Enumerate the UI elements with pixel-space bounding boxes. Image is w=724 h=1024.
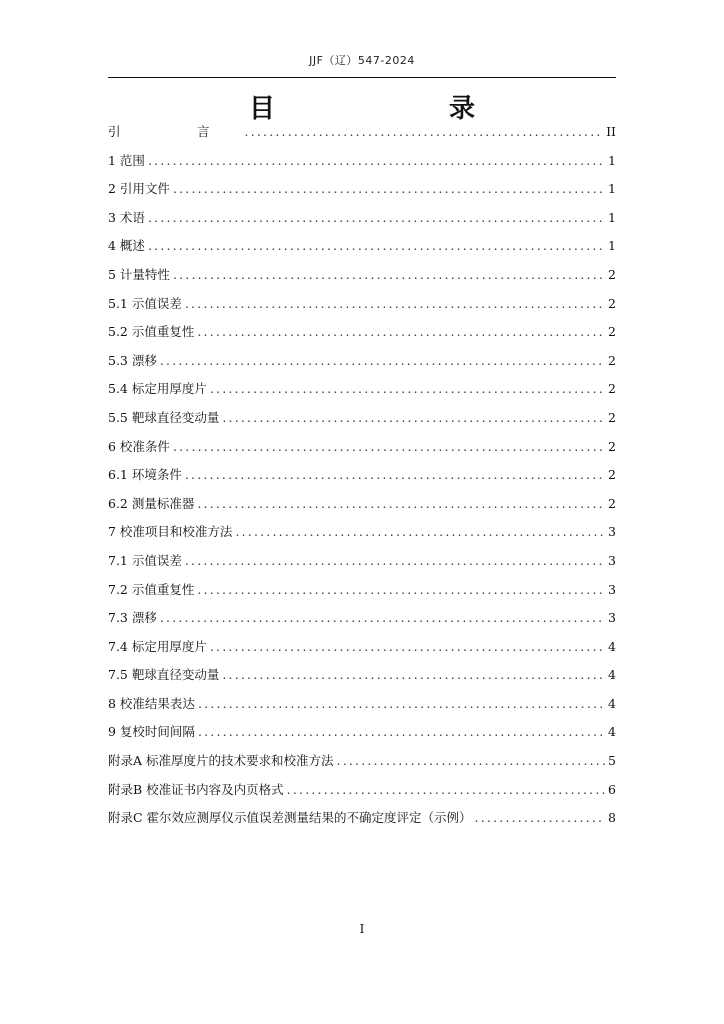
toc-entry-label: 6.2 测量标准器 — [108, 495, 195, 511]
toc-entry-label: 引 言 — [108, 124, 242, 139]
toc-entry-label: 8 校准结果表达 — [108, 695, 195, 711]
toc-entry-page: 2 — [608, 352, 616, 368]
header-divider — [108, 77, 616, 78]
toc-entry-label: 6.1 环境条件 — [108, 467, 182, 483]
toc-entry-label: 5.5 靶球直径变动量 — [108, 409, 220, 425]
toc-leader-dots — [148, 147, 605, 176]
toc-entry-page: 1 — [608, 152, 616, 168]
toc-leader-dots — [287, 776, 605, 805]
toc-leader-dots — [173, 261, 605, 290]
toc-entry-label: 7.2 示值重复性 — [108, 581, 195, 597]
toc-entry[interactable] — [108, 547, 616, 576]
toc-leader-dots — [337, 747, 605, 776]
toc-leader-dots — [210, 375, 605, 404]
toc-entry-page: 2 — [608, 467, 616, 483]
toc-entry[interactable] — [108, 490, 616, 519]
toc-entry-page: 3 — [608, 581, 616, 597]
toc-entry-label: 6 校准条件 — [108, 438, 170, 454]
toc-leader-dots — [235, 518, 605, 547]
toc-entry-page: 4 — [608, 724, 616, 740]
toc-entry-label: 5.3 漂移 — [108, 352, 157, 368]
toc-entry[interactable] — [108, 776, 616, 805]
toc-entry[interactable] — [108, 518, 616, 547]
toc-entry-label: 3 术语 — [108, 209, 145, 225]
toc-entry-label: 5.2 示值重复性 — [108, 324, 195, 340]
toc-entry-page: 6 — [608, 781, 616, 797]
toc-leader-dots — [197, 318, 605, 347]
toc-entry[interactable] — [108, 690, 616, 719]
toc-entry[interactable] — [108, 261, 616, 290]
toc-entry[interactable] — [108, 433, 616, 462]
toc-entry-label: 7.3 漂移 — [108, 610, 157, 626]
toc-leader-dots — [245, 118, 604, 147]
toc-entry[interactable] — [108, 118, 616, 147]
toc-entry-page: 2 — [608, 295, 616, 311]
toc-leader-dots — [185, 461, 605, 490]
toc-entry-label: 附录B 校准证书内容及内页格式 — [108, 781, 284, 797]
toc-entry-label: 附录C 霍尔效应测厚仪示值误差测量结果的不确定度评定（示例） — [108, 810, 472, 826]
toc-entry-page: 2 — [608, 438, 616, 454]
toc-entry-page: 3 — [608, 610, 616, 626]
toc-entry-label: 7.5 靶球直径变动量 — [108, 667, 220, 683]
toc-entry[interactable] — [108, 175, 616, 204]
toc-leader-dots — [222, 661, 605, 690]
page-number: I — [359, 922, 365, 936]
toc-entry[interactable] — [108, 318, 616, 347]
toc-leader-dots — [185, 547, 605, 576]
toc-leader-dots — [475, 804, 605, 833]
toc-entry[interactable] — [108, 576, 616, 605]
toc-entry-page: 4 — [608, 695, 616, 711]
toc-entry[interactable] — [108, 204, 616, 233]
toc-leader-dots — [198, 690, 605, 719]
toc-leader-dots — [210, 633, 605, 662]
toc-entry[interactable] — [108, 604, 616, 633]
toc-leader-dots — [160, 347, 605, 376]
toc-entry-page: 2 — [608, 381, 616, 397]
toc-entry-label: 2 引用文件 — [108, 181, 170, 197]
table-of-contents — [108, 118, 616, 833]
toc-entry-label: 4 概述 — [108, 238, 145, 254]
toc-entry-label: 5 计量特性 — [108, 266, 170, 282]
toc-entry-label: 7 校准项目和校准方法 — [108, 524, 233, 540]
toc-leader-dots — [197, 576, 605, 605]
toc-entry[interactable] — [108, 661, 616, 690]
toc-entry-page: 3 — [608, 524, 616, 540]
toc-entry[interactable] — [108, 232, 616, 261]
toc-entry-page: 4 — [608, 638, 616, 654]
toc-entry-page: 1 — [608, 209, 616, 225]
toc-leader-dots — [160, 604, 605, 633]
toc-entry[interactable] — [108, 747, 616, 776]
toc-entry-page: 2 — [608, 495, 616, 511]
toc-entry-page: 8 — [608, 810, 616, 826]
toc-entry-label: 9 复校时间间隔 — [108, 724, 195, 740]
toc-entry-label: 5.4 标定用厚度片 — [108, 381, 207, 397]
toc-entry-page: 1 — [608, 238, 616, 254]
toc-entry[interactable] — [108, 461, 616, 490]
toc-entry[interactable] — [108, 633, 616, 662]
toc-entry-page: 1 — [608, 181, 616, 197]
toc-entry[interactable] — [108, 404, 616, 433]
toc-entry[interactable] — [108, 347, 616, 376]
toc-entry-page: 2 — [608, 324, 616, 340]
toc-leader-dots — [148, 232, 605, 261]
toc-entry-page: 3 — [608, 552, 616, 568]
toc-leader-dots — [222, 404, 605, 433]
page-header-code: JJF（辽）547-2024 — [309, 54, 415, 67]
toc-leader-dots — [185, 290, 605, 319]
toc-leader-dots — [148, 204, 605, 233]
toc-entry-page: II — [606, 124, 616, 139]
toc-entry-page: 2 — [608, 409, 616, 425]
toc-leader-dots — [173, 175, 605, 204]
toc-entry[interactable] — [108, 375, 616, 404]
page-title: 目 录 — [248, 94, 549, 124]
toc-entry-page: 4 — [608, 667, 616, 683]
toc-entry-label: 7.4 标定用厚度片 — [108, 638, 207, 654]
toc-entry-label: 7.1 示值误差 — [108, 552, 182, 568]
toc-leader-dots — [198, 718, 605, 747]
toc-leader-dots — [173, 433, 605, 462]
toc-entry-label: 5.1 示值误差 — [108, 295, 182, 311]
toc-leader-dots — [197, 490, 605, 519]
toc-entry-page: 5 — [608, 753, 616, 769]
toc-entry[interactable] — [108, 804, 616, 833]
toc-entry-page: 2 — [608, 266, 616, 282]
toc-entry[interactable] — [108, 290, 616, 319]
toc-entry[interactable] — [108, 718, 616, 747]
toc-entry[interactable] — [108, 147, 616, 176]
toc-entry-label: 附录A 标准厚度片的技术要求和校准方法 — [108, 753, 334, 769]
toc-entry-label: 1 范围 — [108, 152, 145, 168]
